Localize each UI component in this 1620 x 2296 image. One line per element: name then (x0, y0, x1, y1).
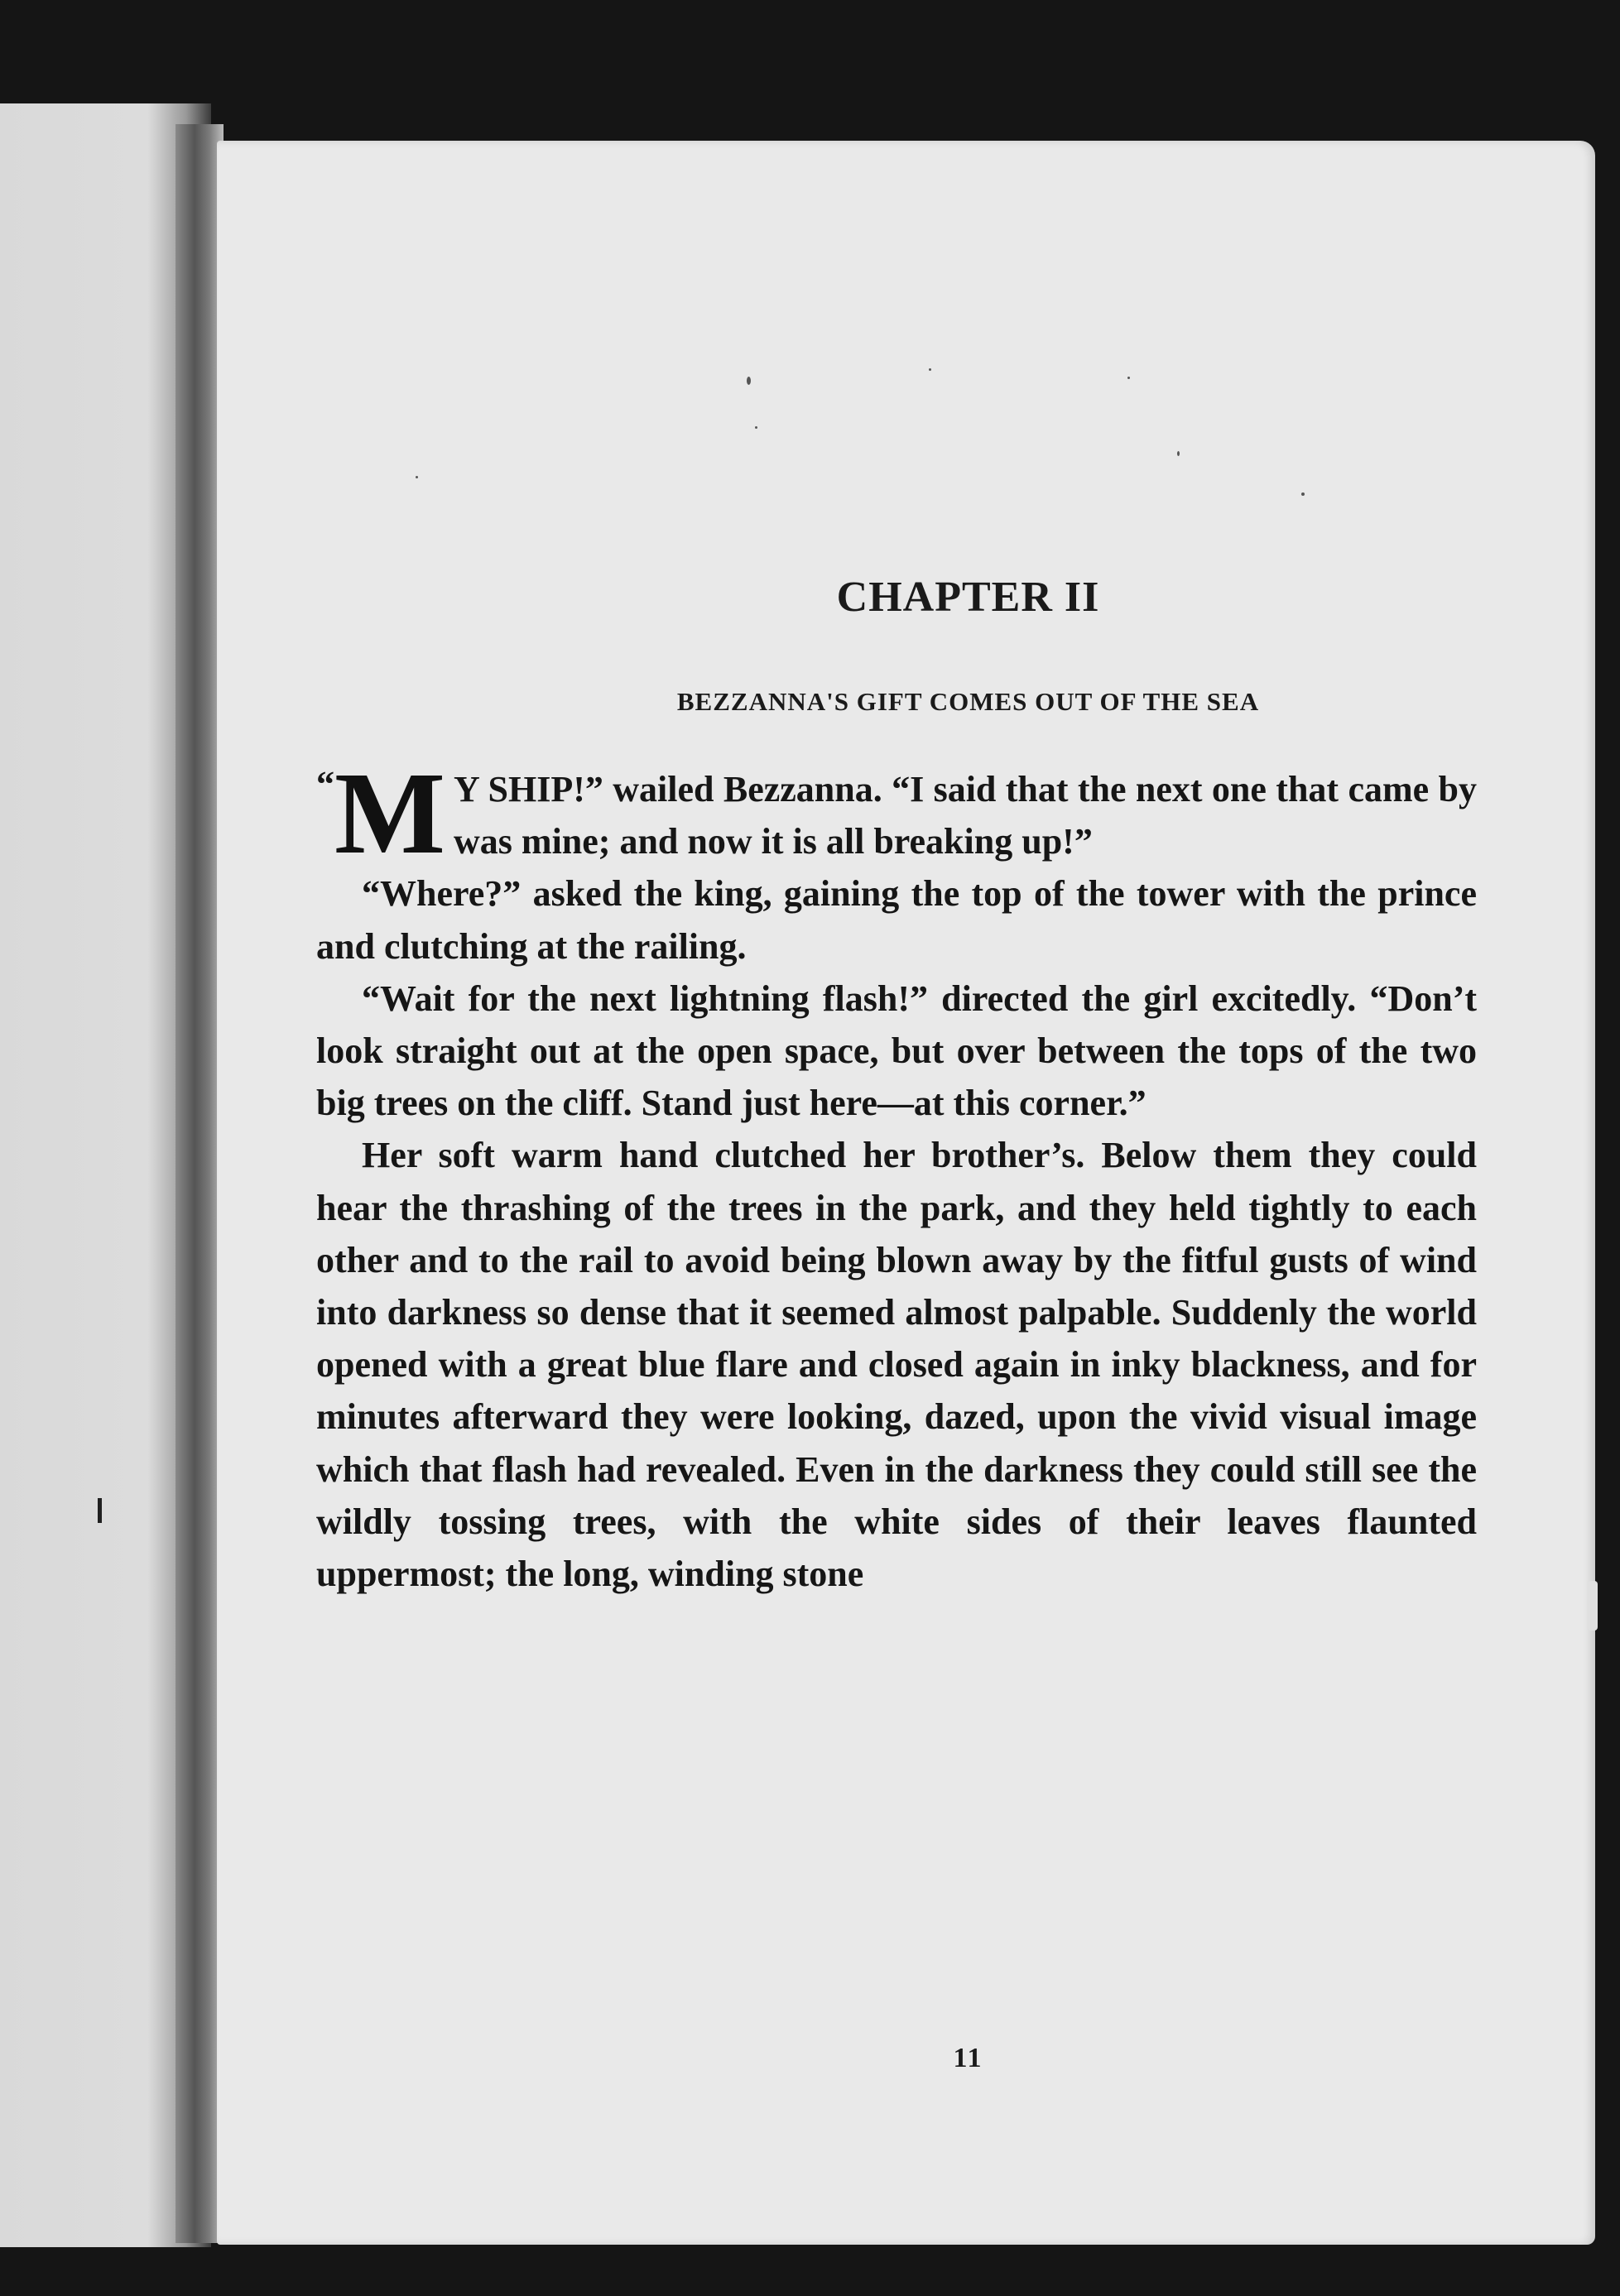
opening-paragraph (316, 747, 1477, 878)
chapter-title: CHAPTER II (836, 574, 1100, 621)
paper-speck (1301, 492, 1305, 496)
paper-speck (1127, 377, 1130, 379)
chapter-body (316, 747, 1477, 1600)
paragraph: “Where?” asked the king, gaining the top of the tower with the prince and clutching at the railing. (316, 873, 1477, 967)
paragraph: Her soft warm hand clutched her brother’s. Below them they could hear the thrashing of the trees in the park, and they held tightly to each other and to the rail to avoid being blown away by the fitful gusts of wind into darkness so dense that it seemed almost palpable. Suddenly the world opened with a great blue flare and closed again in inky blackness, and for minutes afterward they were looking, dazed, upon the vivid visual image which that flash had revealed. Even in the darkness they could still see the wildly tossing trees, with the white sides of their leaves flaunted uppermost; the long, winding stone (316, 1135, 1477, 1595)
paper-speck (755, 426, 757, 429)
paper-speck (929, 368, 931, 371)
paper-speck (747, 377, 751, 385)
paper-speck (416, 476, 418, 478)
edge-mark (98, 1498, 102, 1523)
page-number: 11 (953, 2043, 983, 2073)
chapter-subtitle: BEZZANNA'S GIFT COMES OUT OF THE SEA (676, 687, 1260, 716)
opening-paragraph-text: Y SHIP!” wailed Bezzanna. “I said that the next one that came by was mine; and now it is all breaking up!” (454, 769, 1477, 862)
opening-quote-mark: “ (316, 764, 334, 805)
paper-speck (1177, 451, 1180, 456)
drop-cap-block (316, 747, 446, 878)
book-page (217, 141, 1595, 2245)
paragraph: “Wait for the next lightning flash!” directed the girl excitedly. “Don’t look straight out at the open space, but over between the tops of the two big trees on the cliff. Stand just here—at this corner.” (316, 977, 1477, 1124)
drop-cap: M (334, 747, 446, 878)
edge-mark (1588, 1581, 1598, 1631)
